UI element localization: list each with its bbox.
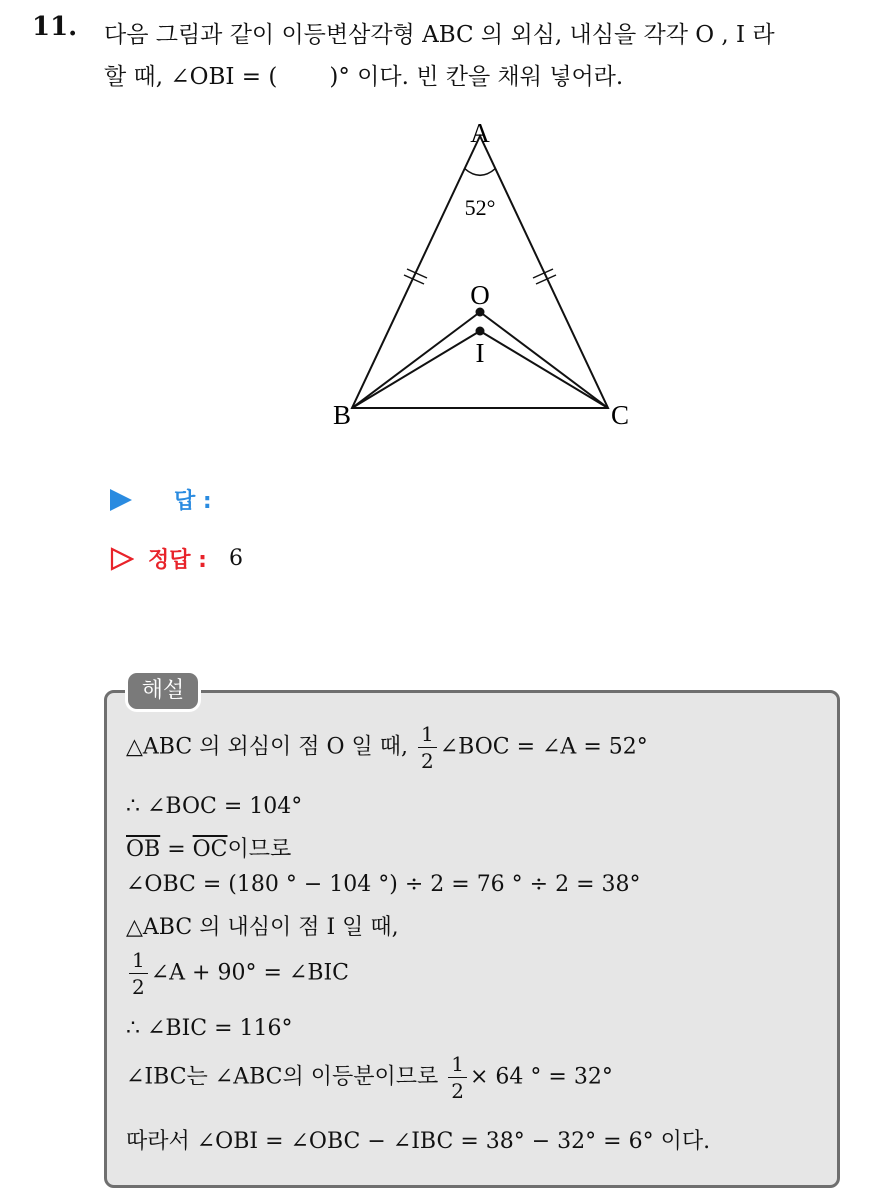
play-triangle-icon xyxy=(110,489,132,511)
exp-l1-text: △ABC 의 외심이 점 O 일 때, xyxy=(126,734,408,760)
fraction-half xyxy=(448,1054,467,1101)
angle-arc-a xyxy=(465,169,496,176)
explanation-line-4: ∠OBC = (180 ° − 104 °) ÷ 2 = 76 ° ÷ 2 = 38° xyxy=(126,872,641,897)
angle-label: 52° xyxy=(464,195,496,220)
explanation-line-6 xyxy=(126,950,349,997)
correct-answer-value: 6 xyxy=(228,546,243,571)
segment-oc-text: $\overline{OC}$ xyxy=(192,837,228,862)
explanation-line-5: △ABC 의 내심이 점 I 일 때, xyxy=(126,915,399,940)
equals-sign: = xyxy=(160,837,193,862)
question-number: 11. xyxy=(32,12,78,42)
explanation-line-1 xyxy=(126,724,648,771)
answer-label: 답 : xyxy=(174,489,212,514)
segment-bo xyxy=(352,312,480,408)
exp-l8-text: ∠IBC는 ∠ABC의 이등분이므로 xyxy=(126,1064,439,1090)
exp-l3-rest: 이므로 xyxy=(227,837,292,862)
explanation-line-2: ∴ ∠BOC = 104° xyxy=(126,794,303,819)
question-line-2-start: 할 때, ∠OBI = ( xyxy=(104,64,278,90)
question-text xyxy=(104,14,874,98)
outline-triangle-icon xyxy=(110,547,134,571)
fraction-half xyxy=(418,724,437,771)
label-b: B xyxy=(332,400,352,430)
fraction-denominator: 2 xyxy=(132,975,145,999)
fraction-numerator: 1 xyxy=(418,724,437,748)
exp-l6-equation: ∠A + 90° = ∠BIC xyxy=(150,960,350,986)
correct-answer-row xyxy=(110,543,243,574)
triangle-figure xyxy=(320,112,640,442)
explanation-line-3 xyxy=(126,832,291,863)
fraction-numerator: 1 xyxy=(448,1054,467,1078)
question-line-2 xyxy=(104,56,874,98)
point-i xyxy=(476,327,485,336)
explanation-line-9: 따라서 ∠OBI = ∠OBC − ∠IBC = 38° − 32° = 6° 이다. xyxy=(126,1129,711,1154)
correct-answer-label: 정답 : xyxy=(148,548,207,573)
segment-co xyxy=(480,312,608,408)
explanation-line-8 xyxy=(126,1054,613,1101)
label-i: I xyxy=(475,338,485,368)
exp-l8-equation: × 64 ° = 32° xyxy=(470,1064,613,1090)
label-a: A xyxy=(470,118,490,148)
question-line-2-end: )° 이다. 빈 칸을 채워 넣어라. xyxy=(329,64,624,90)
exp-l1-equation: ∠BOC = ∠A = 52° xyxy=(439,734,648,760)
segment-ob-text: $\overline{OB}$ xyxy=(126,837,161,862)
fraction-half xyxy=(129,950,148,997)
question-line-1: 다음 그림과 같이 이등변삼각형 ABC 의 외심, 내심을 각각 O , I 라 xyxy=(104,22,775,48)
explanation-line-7: ∴ ∠BIC = 116° xyxy=(126,1016,293,1041)
fraction-denominator: 2 xyxy=(451,1079,464,1103)
label-c: C xyxy=(610,400,630,430)
explanation-tab: 해설 xyxy=(128,673,198,709)
fraction-numerator: 1 xyxy=(129,950,148,974)
answer-row xyxy=(110,484,212,515)
label-o: O xyxy=(470,280,490,310)
fraction-denominator: 2 xyxy=(420,749,434,773)
